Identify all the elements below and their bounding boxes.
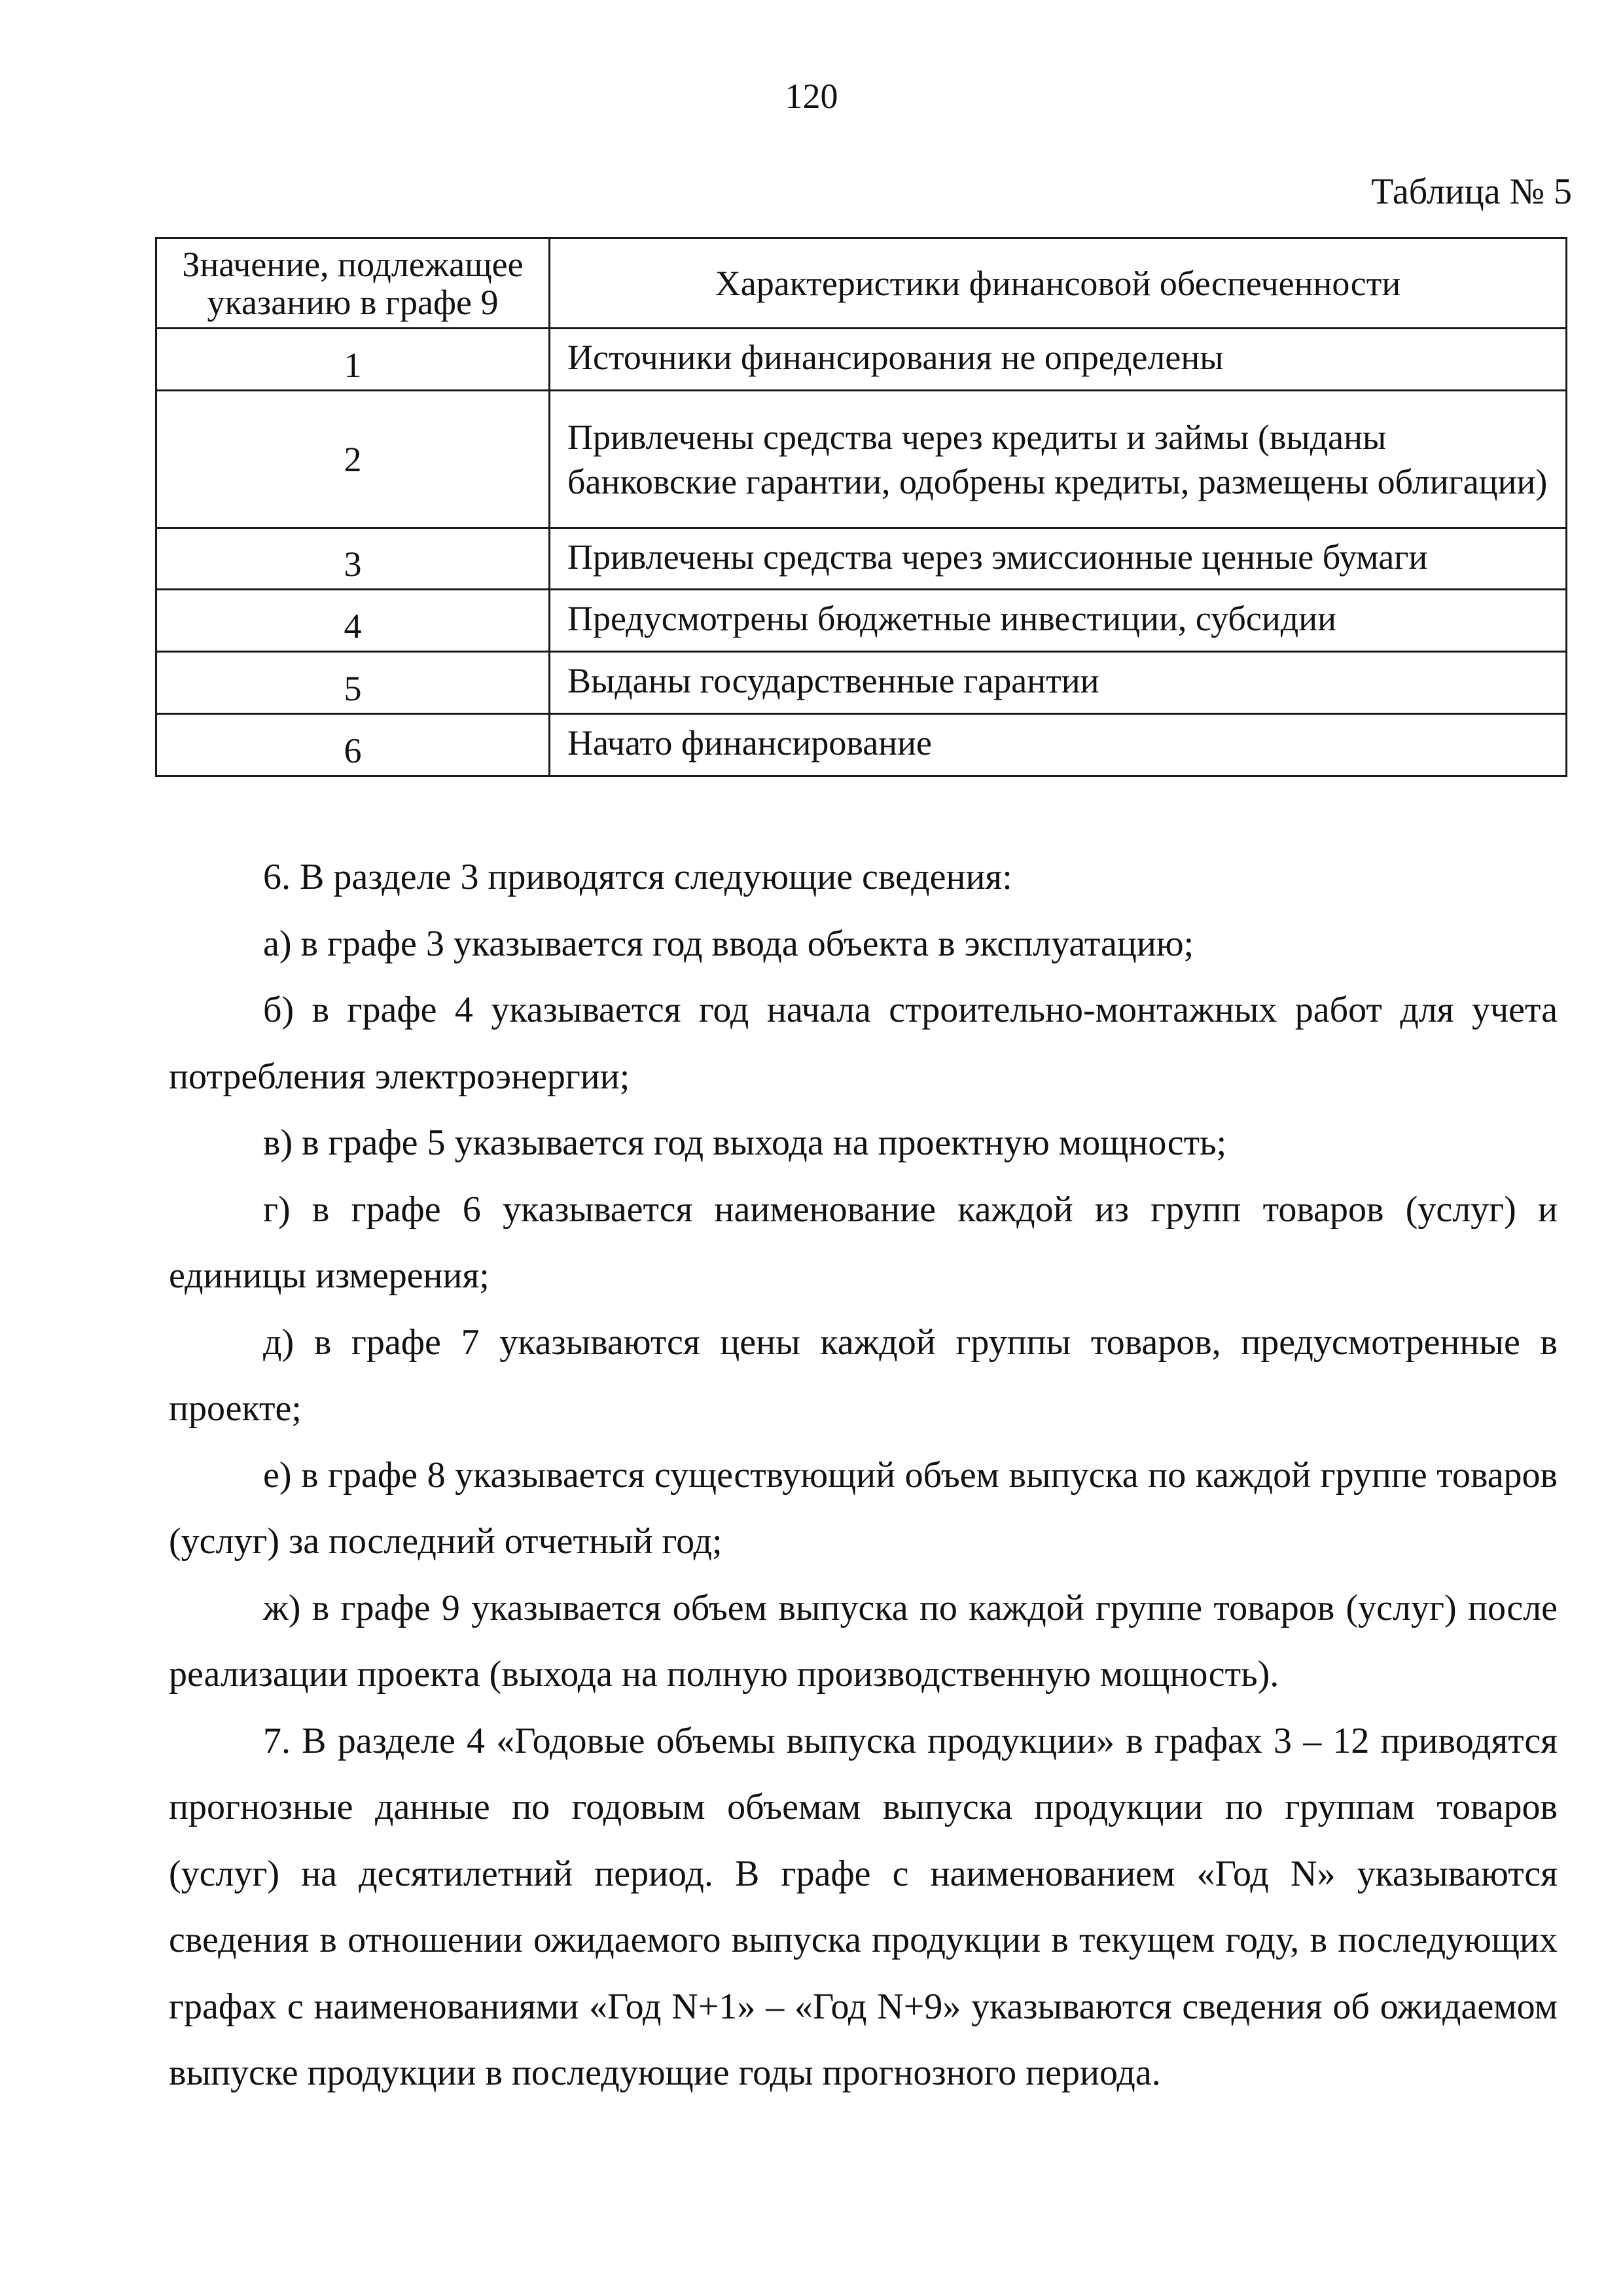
row-characteristic: Привлечены средства через кредиты и займы (выданы банковские гарантии, одобрены кредиты, размещены облигации) [550,391,1567,528]
table-row [156,391,1567,528]
paragraph-item-v: в) в графе 5 указывается год выхода на проектную мощность; [263,1122,1227,1163]
table-row [156,590,1567,652]
row-characteristic: Привлечены средства через эмиссионные ценные бумаги [550,528,1567,590]
row-characteristic: Предусмотрены бюджетные инвестиции, субсидии [550,590,1567,652]
paragraph-section-3-intro: 6. В разделе 3 приводятся следующие сведения: [263,857,1012,897]
row-value: 5 [156,652,550,714]
paragraph-item-zh: ж) в графе 9 указывается объем выпуска по каждой группе товаров (услуг) после реализации проекта (выхода на полную производственную мощность). [169,1587,1558,1695]
row-characteristic: Выданы государственные гарантии [550,652,1567,714]
paragraph-item-b: б) в графе 4 указывается год начала строительно-монтажных работ для учета потребления электроэнергии; [169,990,1558,1097]
row-value: 3 [156,528,550,590]
row-value: 4 [156,590,550,652]
paragraph-section-4: 7. В разделе 4 «Годовые объемы выпуска продукции» в графах 3 – 12 приводятся прогнозные данные по годовым объемам выпуска продукции по группам товаров (услуг) на десятилетний период. В графе с наименованием «Год N» указываются сведения в отношении ожидаемого выпуска продукции в текущем году, в последующих графах с наименованиями «Год N+1» – «Год N+9» указываются сведения об ожидаемом выпуске продукции в последующие годы прогнозного периода. [169,1720,1558,2093]
row-value: 1 [156,329,550,391]
paragraph-item-e: е) в графе 8 указывается существующий объем выпуска по каждой группе товаров (услуг) за последний отчетный год; [169,1454,1558,1562]
table-caption: Таблица № 5 [1371,171,1572,212]
paragraph-item-g: г) в графе 6 указывается наименование каждой из групп товаров (услуг) и единицы измерения; [169,1189,1558,1296]
page-number: 120 [785,77,838,116]
body-text [169,844,1558,2107]
paragraph-item-a: а) в графе 3 указывается год ввода объекта в эксплуатацию; [263,923,1194,964]
table-row [156,714,1567,776]
row-value: 2 [156,391,550,528]
paragraph-item-d: д) в графе 7 указываются цены каждой группы товаров, предусмотренные в проекте; [169,1321,1558,1429]
table-row [156,652,1567,714]
table-row [156,329,1567,391]
row-characteristic: Источники финансирования не определены [550,329,1567,391]
header-value-column: Значение, подлежащее указанию в графе 9 [156,238,550,329]
header-characteristic-column: Характеристики финансовой обеспеченности [550,238,1567,329]
table-header-row [156,238,1567,329]
row-characteristic: Начато финансирование [550,714,1567,776]
row-value: 6 [156,714,550,776]
financial-provision-table [155,237,1567,777]
table-row [156,528,1567,590]
